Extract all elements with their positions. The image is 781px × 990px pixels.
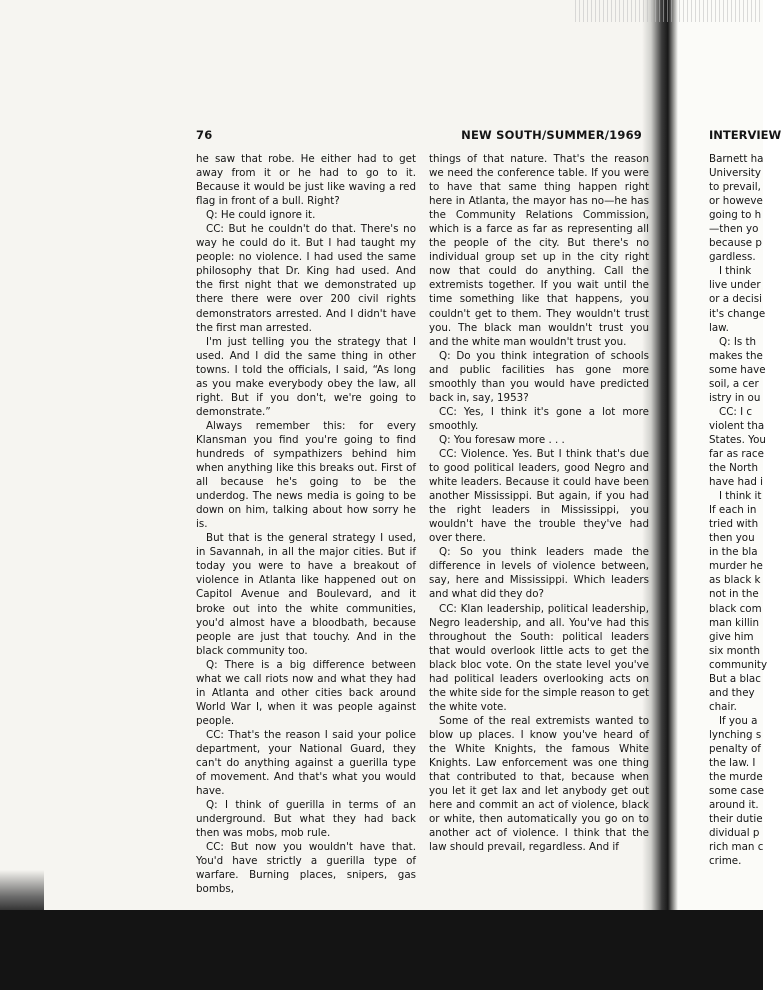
text-line: University: [709, 167, 761, 180]
paragraph: CC: That's the reason I said your police department, your National Guard, they can't do anything against a guerilla type of movement. And that's what you would have.: [196, 728, 416, 798]
paragraph: Some of the real extremists wanted to blow up places. I know you've heard of the White Knights, the famous White Knights. Law enforcement was one thing that contributed to that, because when you let it get lax and let anybody get out here and commit an act of violence, black or white, then automatically you go on to another act of violence. I think that the law should prevail, regardless. And if: [429, 714, 649, 854]
text-line: —then yo: [709, 223, 759, 236]
text-line: chair.: [709, 700, 737, 713]
text-line: have had i: [709, 476, 764, 489]
text-column-2: [429, 152, 649, 854]
text-line: makes the: [709, 349, 763, 362]
text-line: around it.: [709, 799, 759, 812]
running-header: [196, 125, 644, 145]
text-line: because p: [709, 237, 762, 250]
text-line: dividual p: [709, 827, 760, 840]
text-line: as black k: [709, 574, 761, 587]
text-line: violent tha: [709, 419, 765, 432]
text-line: live under: [709, 279, 761, 292]
text-line: I think it: [719, 490, 762, 503]
scan-edge-noise: [575, 0, 763, 22]
text-line: If each in: [709, 504, 757, 517]
text-line: the North: [709, 462, 758, 475]
text-line: rich man c: [709, 841, 764, 854]
text-line: give him: [709, 630, 754, 643]
paragraph: CC: But he couldn't do that. There's no way he could do it. But I had taught my people: no violence. I had used the same philosophy that Dr. King had used. And the first night that we demonstrated up there there were over 200 civil rights demonstrators arrested. And I didn't have the first man arrested.: [196, 223, 416, 334]
paragraph: Always remember this: for every Klansman you find you're going to find hundreds of sympathizers behind him when anything like this breaks out. First of all because he's going to be the underdog. The news media is going to be down on him, talking about how sorry he is.: [196, 419, 416, 531]
paragraph: CC: Klan leadership, political leadership, Negro leadership, and all. You've had this throughout the South: political leaders that would overlook little acts to get the black bloc vote. On the state level you've had political leaders overlooking acts on the white side for the simple reason to get the white vote.: [429, 602, 649, 713]
paragraph: CC: Yes, I think it's gone a lot more smoothly.: [429, 405, 649, 432]
text-line: going to h: [709, 209, 762, 222]
text-line: six month: [709, 644, 761, 657]
paragraph: Q: You foresaw more . . .: [439, 433, 565, 446]
text-line: in the bla: [709, 546, 758, 559]
text-line: murder he: [709, 560, 763, 573]
scan-bottom-shadow: [0, 910, 763, 990]
text-line: soil, a cer: [709, 377, 759, 390]
text-line: lynching s: [709, 728, 762, 741]
text-line: But a blac: [709, 672, 761, 685]
text-line: crime.: [709, 855, 742, 868]
text-line: law.: [709, 321, 729, 334]
paragraph: I'm just telling you the strategy that I used. And I did the same thing in other towns. I told the officials, I said, “As long as you make everybody obey the law, all right. But if you don't, we're going to demonstrate.”: [196, 335, 416, 418]
text-column-1: [196, 152, 416, 896]
paragraph: CC: Violence. Yes. But I think that's due to good political leaders, good Negro and white leaders. Because it could have been another Mississippi. But again, if you had the right leaders in Mississippi, you wouldn't have the trouble they've had over there.: [429, 447, 649, 545]
text-line: penalty of: [709, 742, 761, 755]
facing-running-header: INTERVIEW: [709, 128, 781, 142]
text-line: man killin: [709, 616, 760, 629]
text-line: then you: [709, 532, 755, 545]
text-line: the law. I: [709, 757, 756, 770]
paragraph: But that is the general strategy I used, in Savannah, in all the major cities. But if today you were to have a breakout of violence in Atlanta like happened out on Capitol Avenue and Boulevard, and it broke out into the white communities, you'd almost have a bloodbath, because people are just that touchy. And in the black community too.: [196, 532, 416, 657]
paragraph: Q: He could ignore it.: [206, 209, 316, 222]
text-line: black com: [709, 602, 762, 615]
text-line: it's change: [709, 307, 766, 320]
text-line: tried with: [709, 518, 759, 531]
text-line: gardless.: [709, 251, 756, 264]
paragraph: Q: There is a big difference between what we call riots now and what they had in Atlanta and other cities back around World War I, when it was people against people.: [196, 658, 416, 727]
text-line: If you a: [719, 714, 758, 727]
text-line: not in the: [709, 588, 759, 601]
paragraph: CC: But now you wouldn't have that. You'd have strictly a guerilla type of warfare. Burning places, snipers, gas bombs,: [196, 841, 416, 896]
page-number: 76: [196, 128, 213, 142]
paragraph: he saw that robe. He either had to get away from it or he had to go to it. Because it would be just like waving a red flag in front of a bull. Right?: [196, 153, 416, 208]
text-line: and they: [709, 686, 755, 699]
text-line: or howeve: [709, 195, 763, 208]
text-line: or a decisi: [709, 293, 763, 306]
text-line: to prevail,: [709, 181, 761, 194]
text-line: istry in ou: [709, 391, 761, 404]
text-line: their dutie: [709, 813, 763, 826]
text-line: States. You: [709, 433, 766, 446]
text-line: far as race: [709, 447, 764, 460]
text-line: I think: [719, 265, 752, 278]
text-line: community: [709, 658, 768, 671]
text-line: CC: I c: [719, 405, 753, 418]
text-line: Q: Is th: [719, 335, 757, 348]
text-column-facing: [709, 152, 768, 868]
text-line: some case: [709, 785, 764, 798]
text-line: the murde: [709, 771, 763, 784]
magazine-title: NEW SOUTH/SUMMER/1969: [461, 128, 642, 142]
paragraph: Q: Do you think integration of schools and public facilities has gone more smoothly than you would have predicted back in, say, 1953?: [429, 349, 649, 404]
paragraph: things of that nature. That's the reason we need the conference table. If you were to have that same thing happen right here in Atlanta, the mayor has no—he has the Community Relations Commission, which is a farce as far as representing all the people of the city. But there's no individual group set up in the city right now that could do anything. Call the extremists together. If you wait until the time something like that happens, you couldn't get to them. They wouldn't trust you. The black man wouldn't trust you and the white man wouldn't trust you.: [429, 153, 649, 348]
paragraph: Q: So you think leaders made the difference in levels of violence between, say, here and Mississippi. Which leaders and what did they do?: [429, 546, 649, 601]
text-line: some have: [709, 363, 766, 376]
paragraph: Q: I think of guerilla in terms of an underground. But what they had back then was mobs, mob rule.: [196, 799, 416, 840]
text-line: Barnett ha: [709, 153, 764, 165]
